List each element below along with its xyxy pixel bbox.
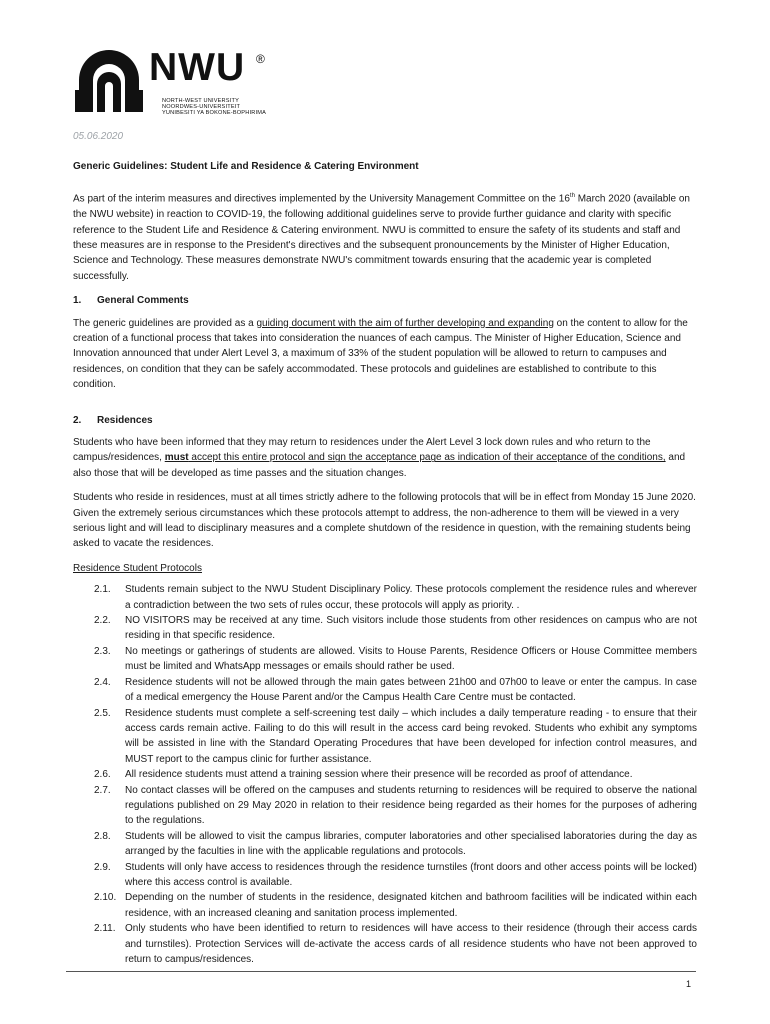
protocol-number: 2.2. [94, 615, 111, 627]
document-body [73, 159, 697, 967]
protocol-number: 2.5. [94, 707, 111, 719]
protocol-item [94, 829, 697, 860]
protocol-text: Students will be allowed to visit the campus libraries, computer laboratories and other specialised laboratories during the day as arranged by the faculties in line with the applicable regulations and protocols. [125, 830, 697, 858]
intro-paragraph: As part of the interim measures and directives implemented by the University Management Committee on the 16th March 2020 (available on the NWU website) in reaction to COVID-19, the following additional guidelines serve to provide further guidance and clarity with specific reference to the Student Life and Residence & Catering environment. NWU is committed to ensure the safety of its students and staff and these measures are in response to the President's directives and the subsequent pronouncements by the Minister of Higher Education, Science and Technology. These measures demonstrate NWU's commitment towards ensuring that the academic year is completed successfully. [73, 193, 690, 282]
protocol-text: NO VISITORS may be received at any time. Such visitors include those students from other residences on campus who are not residing in that specific residence. [125, 615, 697, 642]
protocol-item [94, 582, 697, 613]
protocol-text: Only students who have been identified to return to residences will have access to their residence (through their access cards and turnstiles). Protection Services will de-activate the access cards of all residence students who have not been approved to return to campus/residences. [125, 923, 697, 966]
protocol-text: Students remain subject to the NWU Student Disciplinary Policy. These protocols complement the residence rules and wherever a contradiction between the two sets of rules occur, these protocols will apply as priority. . [125, 584, 697, 611]
nwu-logo [73, 46, 273, 120]
protocol-text: No meetings or gatherings of students are allowed. Visits to House Parents, Residence Officers or House Committee members must be limited and WhatsApp messages or emails should rather be used. [125, 645, 697, 673]
protocol-number: 2.7. [94, 784, 111, 796]
protocol-item [94, 644, 697, 675]
protocol-number: 2.4. [94, 676, 111, 688]
protocol-number: 2.8. [94, 830, 111, 842]
protocol-text: All residence students must attend a training session where their presence will be recorded as proof of attendance. [125, 769, 633, 781]
page-number: 1 [686, 979, 692, 989]
footer-divider [66, 971, 696, 972]
document-date: 05.06.2020 [73, 131, 124, 142]
nwu-emblem-icon [73, 50, 145, 116]
protocol-text: Depending on the number of students in the residence, designated kitchen and bathroom facilities will be indicated within each residence, with an increased cleaning and sanitation process implemented. [125, 892, 697, 919]
protocol-text: Residence students must complete a self-screening test daily – which includes a daily temperature reading - to ensure that their access cards remain active. Failing to do this will result in the access card being revoked. Students who exhibit any symptoms will be assisted in line with the Standard Operating Procedures that have been developed for infection control measures, and MUST report to the campus clinic for further assistance. [125, 707, 697, 765]
protocol-item [94, 890, 697, 921]
protocol-list [94, 582, 697, 967]
residences-paragraph-1: Students who have been informed that they may return to residences under the Alert Level 3 lock down rules and who return to the campus/residences, must accept this entire protocol and sign the acceptance page as indication of their acceptance of the conditions, and also those that will be developed as time passes and the situation changes. [73, 437, 686, 479]
section-heading-residences: 2. Residences [73, 414, 153, 426]
protocol-item [94, 613, 697, 644]
protocol-item [94, 706, 697, 768]
protocol-item [94, 675, 697, 706]
logo-subtitle: NORTH-WEST UNIVERSITY NOORDWES-UNIVERSITEIT YUNIBESITI YA BOKONE-BOPHIRIMA [162, 98, 267, 117]
protocol-number: 2.10. [94, 892, 117, 904]
protocol-number: 2.3. [94, 645, 111, 657]
protocol-number: 2.9. [94, 861, 111, 873]
protocol-number: 2.1. [94, 584, 111, 596]
protocol-text: Residence students will not be allowed through the main gates between 21h00 and 07h00 to leave or enter the campus. In case of a medical emergency the House Parent and/or the Campus Health Care Centre must be contacted. [125, 676, 697, 704]
document-title: Generic Guidelines: Student Life and Residence & Catering Environment [73, 161, 419, 172]
logo-wordmark: NWU [149, 46, 246, 89]
protocol-text: Students will only have access to residences through the residence turnstiles (front doors and other access points will be locked) where this access control is available. [125, 861, 697, 888]
residences-paragraph-2: Students who reside in residences, must at all times strictly adhere to the following protocols that will be in effect from Monday 15 June 2020. Given the extremely serious circumstances which these protocols attempt to address, the non-adherence to them will be viewed in a very serious light and will lead to disciplinary measures and a complete shutdown of the residence in question, with the remaining students being asked to vacate the residences. [73, 492, 696, 550]
logo-registered-mark: ® [256, 52, 265, 66]
protocol-item [94, 860, 697, 891]
protocol-item [94, 767, 697, 782]
general-comments-paragraph: The generic guidelines are provided as a guiding document with the aim of further developing and expanding on the content to allow for the creation of a functional process that takes into consideration the nuances of each campus. The Minister of Higher Education, Science and Innovation announced that under Alert Level 3, a maximum of 33% of the student population will be allowed to return to campuses and residences, on condition that they can be safely accommodated. These protocols and guidelines are established to contribute to this condition. [73, 317, 688, 391]
section-heading-general-comments: 1. General Comments [73, 295, 189, 307]
protocol-text: No contact classes will be offered on the campuses and students returning to residences will be required to observe the national regulations published on 29 May 2020 in relation to their residence being regarded as their homes for the purposes of adhering to the regulations. [125, 784, 697, 827]
subheading-residence-protocols: Residence Student Protocols [73, 562, 202, 574]
protocol-number: 2.6. [94, 769, 111, 781]
protocol-item [94, 783, 697, 829]
protocol-number: 2.11. [94, 923, 116, 935]
protocol-item [94, 921, 697, 967]
